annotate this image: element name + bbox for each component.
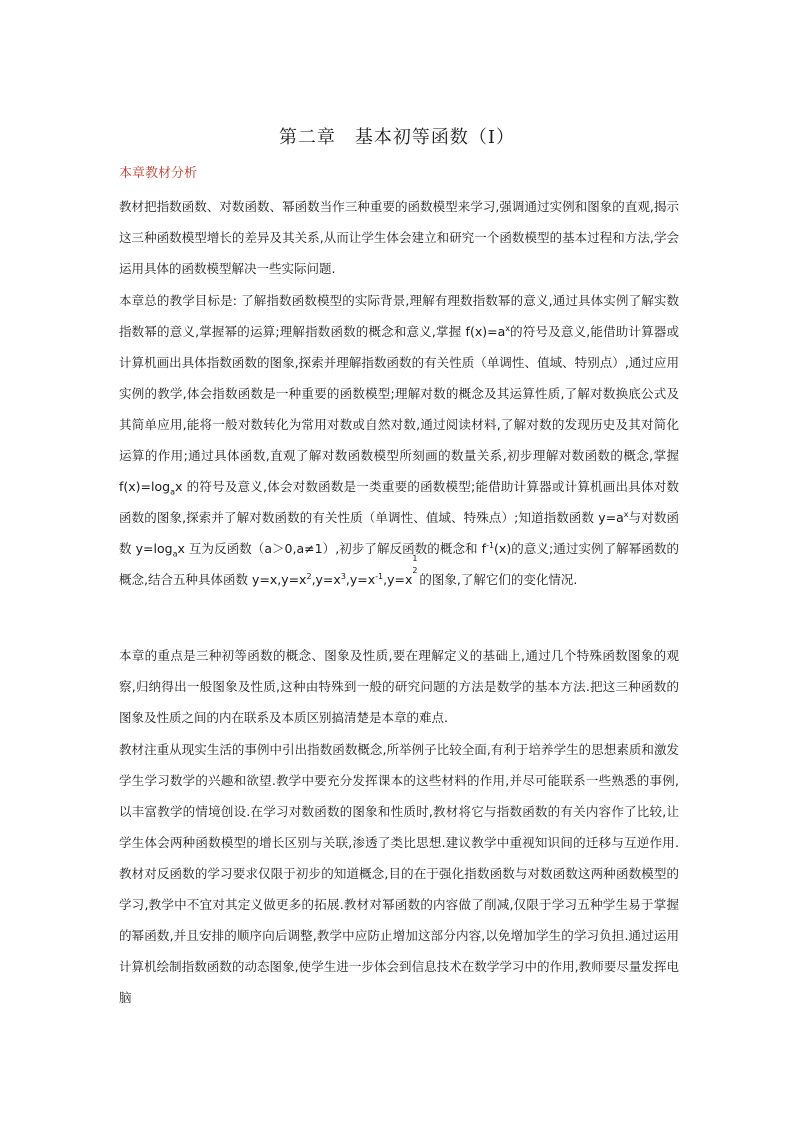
fraction-denominator: 2 (412, 566, 418, 575)
objectives-text-8: ,y=x (345, 572, 376, 587)
superscript-x: x (623, 509, 629, 519)
objectives-text-10: 的图象,了解它们的变化情况. (419, 572, 578, 587)
section-heading: 本章教材分析 (119, 166, 198, 181)
objectives-text-1: 本章总的教学目标是: 了解指数函数模型的实际背景,理解有理数指数幂的意义,通过具体实例了解实数指数幂的意义,掌握幂的运算;理解指数函数的概念和意义,掌握 f(x)=a (119, 293, 679, 339)
paragraph-teaching-notes: 教材注重从现实生活的事例中引出指数函数概念,所举例子比较全面,有利于培养学生的思想素质和激发学生学习数学的兴趣和欲望.教学中要充分发挥课本的这些材料的作用,并尽可能联系一些熟悉的事例,以丰富教学的情境创设.在学习对数函数的图象和性质时,教材将它与指数函数的有关内容作了比较,让学生体会两种函数模型的增长区别与关联,渗透了类比思想.建议教学中重视知识间的迁移与互逆作用.教材对反函数的学习要求仅限于初步的知道概念,目的在于强化指数函数与对数函数这两种函数模型的学习,教学中不宜对其定义做更多的拓展.教材对幂函数的内容做了削减,仅限于学习五种学生易于掌握的幂函数,并且安排的顺序向后调整,教学中应防止增加这部分内容,以免增加学生的学习负担.通过运用计算机绘制指数函数的动态图象,使学生进一步体会到信息技术在数学学习中的作用,教师要尽量发挥电脑 (119, 742, 679, 1005)
objectives-text-2: 的符号及意义,能借助计算器或计算机画出具体指数函数的图象,探索并理解指数函数的有关性质（单调性、值域、特别点）,通过应用实例的教学,体会指数函数是一种重要的函数模型;理解对数的概念及其运算性质,了解对数换底公式及其简单应用,能将一般对数转化为常用对数或自然对数,通过阅读材料,了解对数的发现历史及其对简化运算的作用;通过具体函数,直观了解对数函数模型所刻画的数量关系,初步理解对数函数的概念,掌握 f(x)=log (119, 324, 679, 494)
objectives-text-3: x 的符号及意义,体会对数函数是一类重要的函数模型;能借助计算器或计算机画出具体对数函数的图象,探索并了解对数函数的有关性质（单调性、值域、特殊点）;知道指数函数 y=a (119, 479, 679, 525)
superscript-three: 3 (340, 571, 346, 581)
objectives-text-7: ,y=x (311, 572, 341, 587)
objectives-text-9: ,y=x (383, 572, 413, 587)
chapter-title: 第二章 基本初等函数（Ⅰ） (278, 127, 516, 148)
objectives-text-5: x 互为反函数（a＞0,a≠1）,初步了解反函数的概念和 f (177, 541, 487, 556)
paragraph-key-points: 本章的重点是三种初等函数的概念、图象及性质,要在理解定义的基础上,通过几个特殊函数图象的观察,归纳得出一般图象及性质,这种由特殊到一般的研究问题的方法是数学的基本方法.把这三种函数的图象及性质之间的内在联系及本质区别搞清楚是本章的难点. (119, 648, 679, 725)
objectives-text-6: (x)的意义;通过实例了解幂函数的概念,结合五种具体函数 y=x,y=x (119, 541, 679, 587)
fraction-numerator: 1 (412, 554, 418, 563)
fraction-one-half (412, 554, 419, 584)
superscript-neg-one: -1 (375, 571, 384, 581)
paragraph-objectives (119, 285, 679, 595)
superscript-neg-one: -1 (486, 540, 495, 550)
subscript-a: a (172, 549, 178, 559)
superscript-x: x (505, 323, 510, 333)
paragraph-intro: 教材把指数函数、对数函数、幂函数当作三种重要的函数模型来学习,强调通过实例和图象的直观,揭示这三种函数模型增长的差异及其关系,从而让学生体会建立和研究一个函数模型的基本过程和方法,学会运用具体的函数模型解决一些实际问题. (119, 199, 679, 276)
subscript-a: a (170, 487, 175, 497)
objectives-text-4: 与对数函数 y=log (119, 510, 679, 556)
superscript-two: 2 (306, 571, 312, 581)
